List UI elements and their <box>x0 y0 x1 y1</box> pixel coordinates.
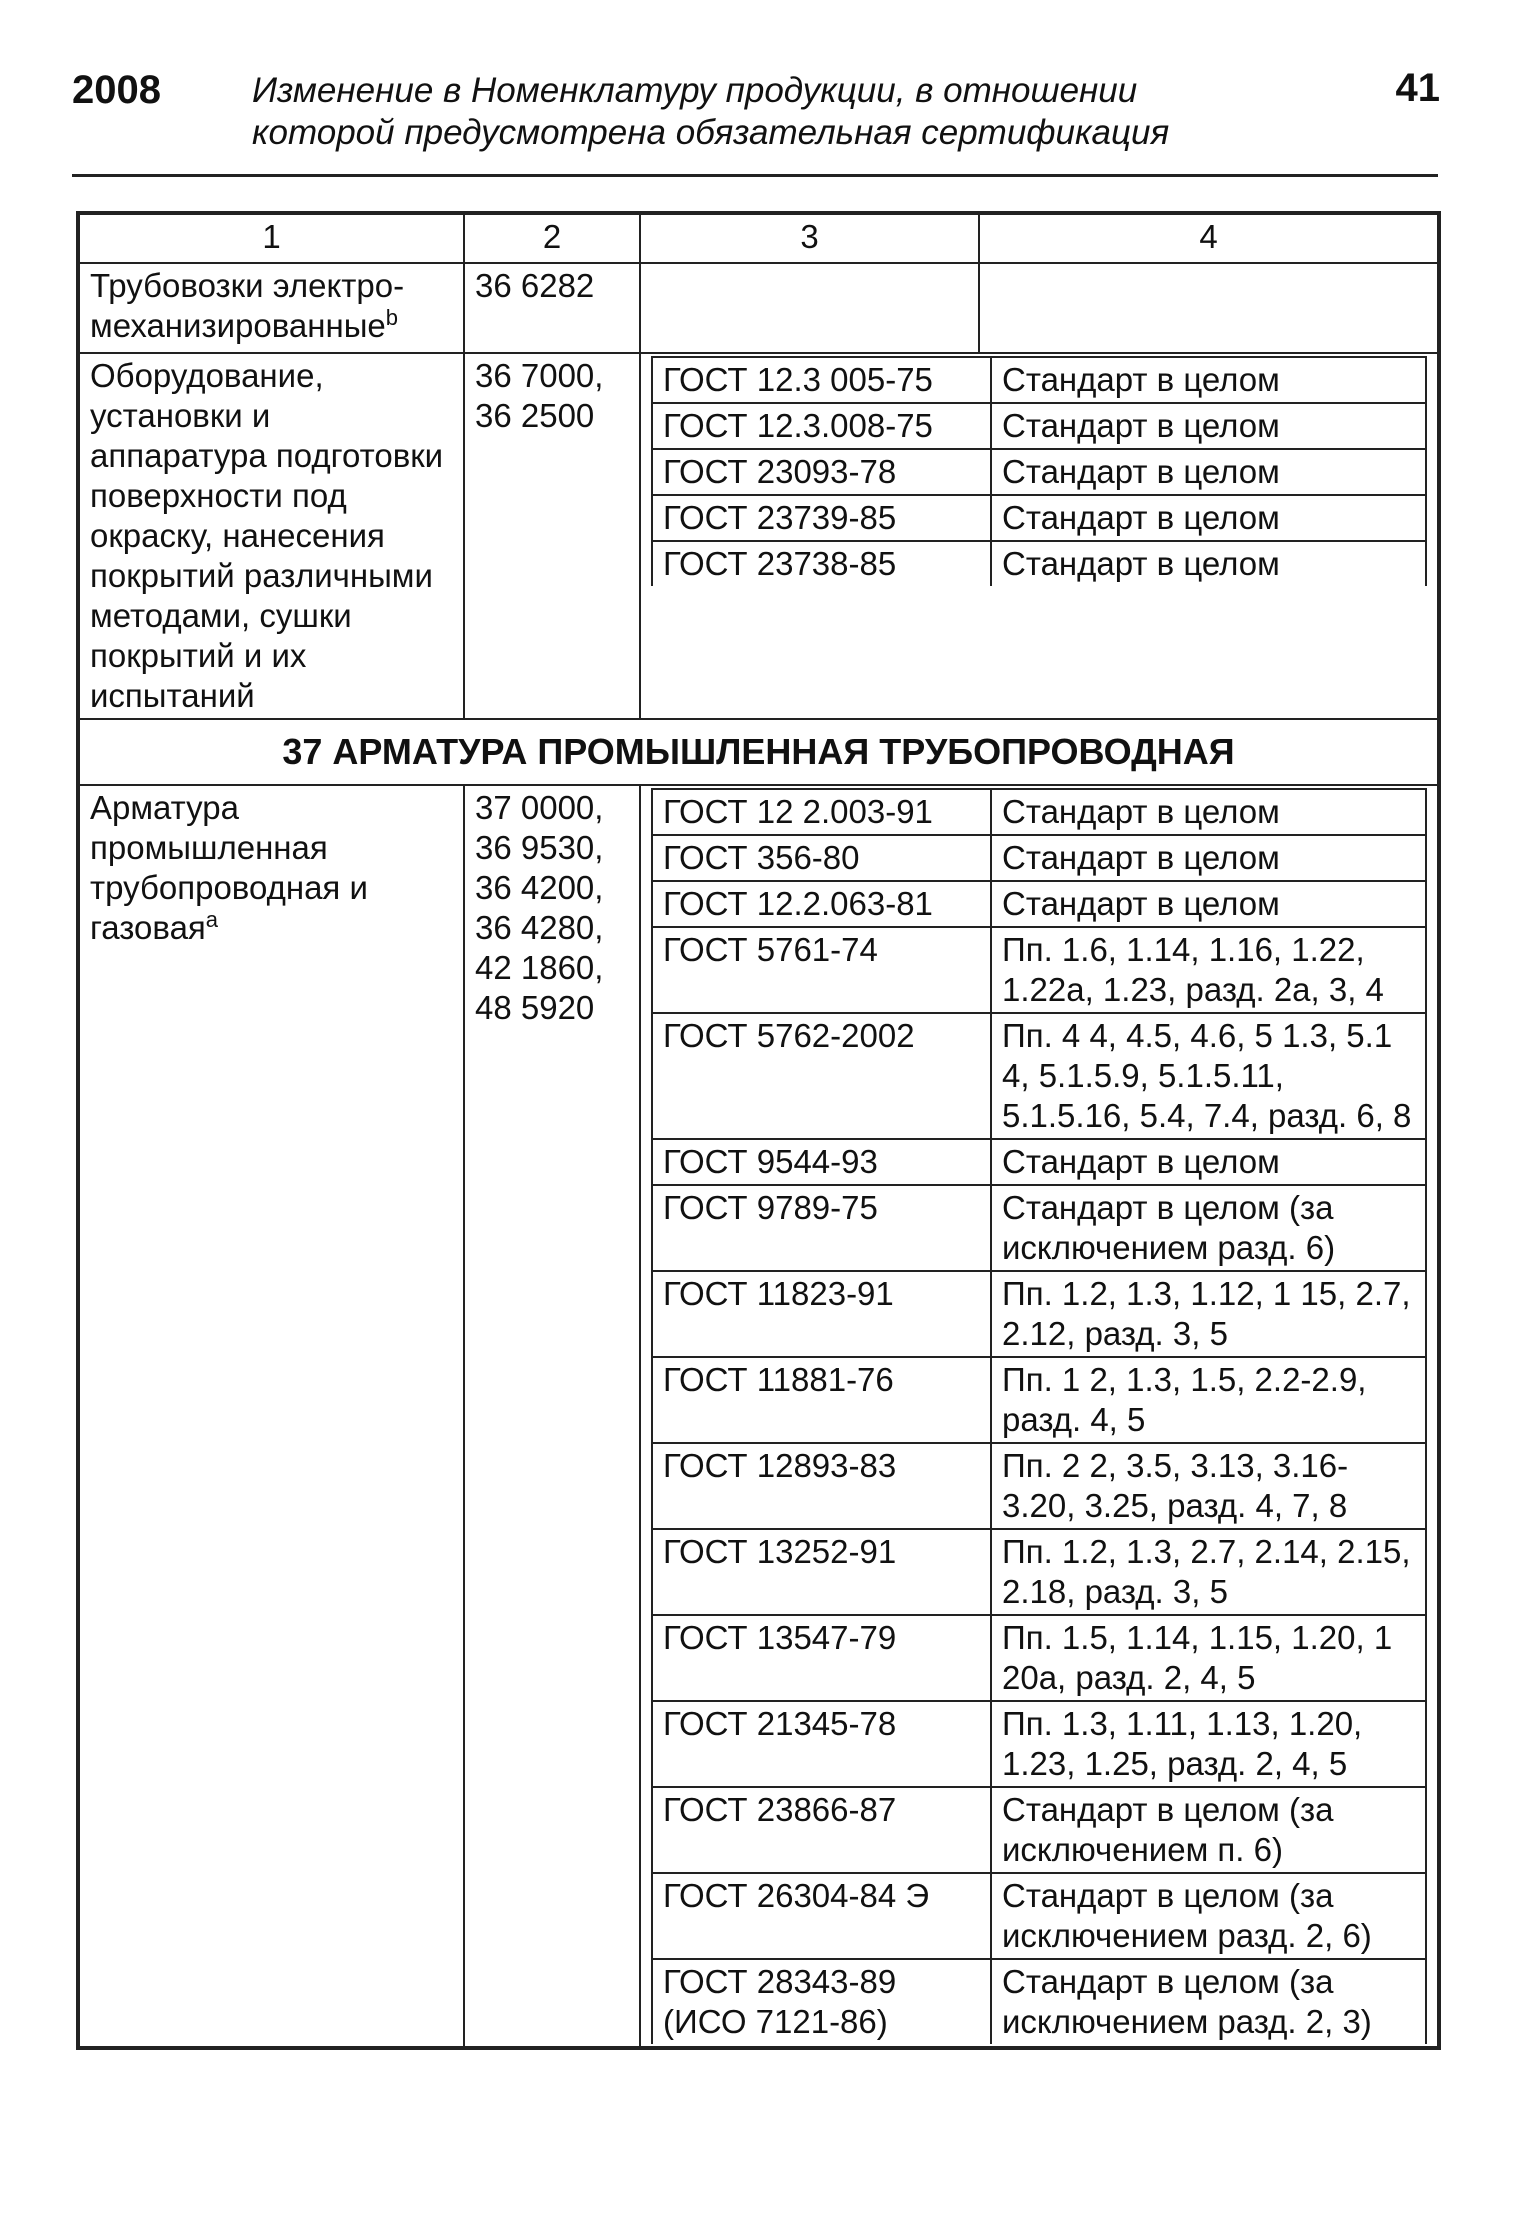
gost-number: ГОСТ 5762-2002 <box>652 1013 991 1139</box>
gost-number: ГОСТ 26304-84 Э <box>652 1873 991 1959</box>
standard-row <box>652 1529 1426 1615</box>
standard-row <box>652 1873 1426 1959</box>
standards-list <box>640 353 1439 719</box>
standard-row <box>652 1443 1426 1529</box>
column-header-1: 1 <box>78 213 464 263</box>
gost-scope: Стандарт в целом (за исключением разд. 2, 3) <box>991 1959 1426 2044</box>
standard-row <box>652 835 1426 881</box>
header-year: 2008 <box>72 68 161 112</box>
gost-scope: Пп. 1.3, 1.11, 1.13, 1.20, 1.23, 1.25, разд. 2, 4, 5 <box>991 1701 1426 1787</box>
gost-number: ГОСТ 12893-83 <box>652 1443 991 1529</box>
empty-scope-cell <box>979 263 1439 353</box>
gost-scope: Пп. 1.5, 1.14, 1.15, 1.20, 1 20а, разд. 2, 4, 5 <box>991 1615 1426 1701</box>
standard-row <box>652 449 1426 495</box>
standard-row <box>652 927 1426 1013</box>
section-title: 37 АРМАТУРА ПРОМЫШЛЕННАЯ ТРУБОПРОВОДНАЯ <box>78 719 1439 785</box>
gost-number: ГОСТ 13252-91 <box>652 1529 991 1615</box>
gost-scope: Пп. 2 2, 3.5, 3.13, 3.16-3.20, 3.25, разд. 4, 7, 8 <box>991 1443 1426 1529</box>
gost-number: ГОСТ 12.3.008-75 <box>652 403 991 449</box>
standards-list <box>640 785 1439 2048</box>
product-name: Оборудование, установки и аппаратура подготовки поверхности под окраску, нанесения покрытий различными методами, сушки покрытий и их испытаний <box>78 353 464 719</box>
okp-codes: 37 0000, 36 9530, 36 4200, 36 4280, 42 1860, 48 5920 <box>464 785 640 2048</box>
gost-scope: Стандарт в целом <box>991 449 1426 495</box>
gost-scope: Стандарт в целом (за исключением разд. 6) <box>991 1185 1426 1271</box>
standard-row <box>652 1615 1426 1701</box>
gost-scope: Стандарт в целом <box>991 357 1426 403</box>
gost-number: ГОСТ 11881-76 <box>652 1357 991 1443</box>
header-title-line2: которой предусмотрена обязательная сертификация <box>252 113 1170 152</box>
standard-row <box>652 495 1426 541</box>
gost-scope: Стандарт в целом <box>991 1139 1426 1185</box>
standard-row <box>652 1701 1426 1787</box>
header-title <box>252 70 1332 154</box>
standard-row <box>652 789 1426 835</box>
gost-number: ГОСТ 12.2.063-81 <box>652 881 991 927</box>
gost-number: ГОСТ 23093-78 <box>652 449 991 495</box>
gost-number: ГОСТ 23738-85 <box>652 541 991 586</box>
gost-scope: Пп. 1.6, 1.14, 1.16, 1.22, 1.22а, 1.23, разд. 2а, 3, 4 <box>991 927 1426 1013</box>
gost-number: ГОСТ 11823-91 <box>652 1271 991 1357</box>
gost-number: ГОСТ 23739-85 <box>652 495 991 541</box>
gost-number: ГОСТ 12 2.003-91 <box>652 789 991 835</box>
gost-scope: Стандарт в целом <box>991 403 1426 449</box>
gost-scope: Стандарт в целом (за исключением разд. 2, 6) <box>991 1873 1426 1959</box>
column-number-row <box>78 213 1439 263</box>
certification-table <box>76 211 1441 2050</box>
footnote-mark: a <box>205 907 219 932</box>
okp-codes: 36 6282 <box>464 263 640 353</box>
product-name: Арматура промышленная трубопроводная и газовая <box>90 789 368 946</box>
standard-row <box>652 1959 1426 2044</box>
gost-scope: Пп. 4 4, 4.5, 4.6, 5 1.3, 5.1 4, 5.1.5.9, 5.1.5.11, 5.1.5.16, 5.4, 7.4, разд. 6, 8 <box>991 1013 1426 1139</box>
standards-subtable <box>651 788 1427 2044</box>
gost-scope: Пп. 1.2, 1.3, 2.7, 2.14, 2.15, 2.18, разд. 3, 5 <box>991 1529 1426 1615</box>
standard-row <box>652 1271 1426 1357</box>
gost-scope: Стандарт в целом <box>991 789 1426 835</box>
empty-standard-cell <box>640 263 979 353</box>
header-title-line1: Изменение в Номенклатуру продукции, в отношении <box>252 71 1138 110</box>
gost-number: ГОСТ 5761-74 <box>652 927 991 1013</box>
gost-number: ГОСТ 9789-75 <box>652 1185 991 1271</box>
standards-subtable <box>651 356 1427 586</box>
gost-scope: Пп. 1.2, 1.3, 1.12, 1 15, 2.7, 2.12, разд. 3, 5 <box>991 1271 1426 1357</box>
gost-scope: Стандарт в целом <box>991 541 1426 586</box>
product-name-cell <box>78 785 464 2048</box>
section-row <box>78 719 1439 785</box>
gost-number: ГОСТ 13547-79 <box>652 1615 991 1701</box>
gost-scope: Пп. 1 2, 1.3, 1.5, 2.2-2.9, разд. 4, 5 <box>991 1357 1426 1443</box>
table-row <box>78 353 1439 719</box>
gost-number: ГОСТ 356-80 <box>652 835 991 881</box>
gost-scope: Стандарт в целом <box>991 495 1426 541</box>
header-rule <box>72 174 1438 177</box>
standard-row <box>652 1787 1426 1873</box>
page-number: 41 <box>1395 66 1440 110</box>
okp-codes: 36 7000, 36 2500 <box>464 353 640 719</box>
standard-row <box>652 541 1426 586</box>
gost-number: ГОСТ 23866-87 <box>652 1787 991 1873</box>
gost-number: ГОСТ 12.3 005-75 <box>652 357 991 403</box>
gost-scope: Стандарт в целом <box>991 881 1426 927</box>
table-row <box>78 263 1439 353</box>
page-header <box>72 62 1440 182</box>
table-row <box>78 785 1439 2048</box>
gost-scope: Стандарт в целом (за исключением п. 6) <box>991 1787 1426 1873</box>
standard-row <box>652 1357 1426 1443</box>
column-header-4: 4 <box>979 213 1439 263</box>
standard-row <box>652 357 1426 403</box>
column-header-2: 2 <box>464 213 640 263</box>
standard-row <box>652 1139 1426 1185</box>
standard-row <box>652 403 1426 449</box>
footnote-mark: b <box>385 305 399 330</box>
standard-row <box>652 881 1426 927</box>
standard-row <box>652 1185 1426 1271</box>
product-name: Трубовозки электро-механизированные <box>90 267 405 344</box>
standard-row <box>652 1013 1426 1139</box>
gost-number: ГОСТ 21345-78 <box>652 1701 991 1787</box>
gost-scope: Стандарт в целом <box>991 835 1426 881</box>
gost-number: ГОСТ 28343-89 (ИСО 7121-86) <box>652 1959 991 2044</box>
product-name-cell <box>78 263 464 353</box>
gost-number: ГОСТ 9544-93 <box>652 1139 991 1185</box>
column-header-3: 3 <box>640 213 979 263</box>
